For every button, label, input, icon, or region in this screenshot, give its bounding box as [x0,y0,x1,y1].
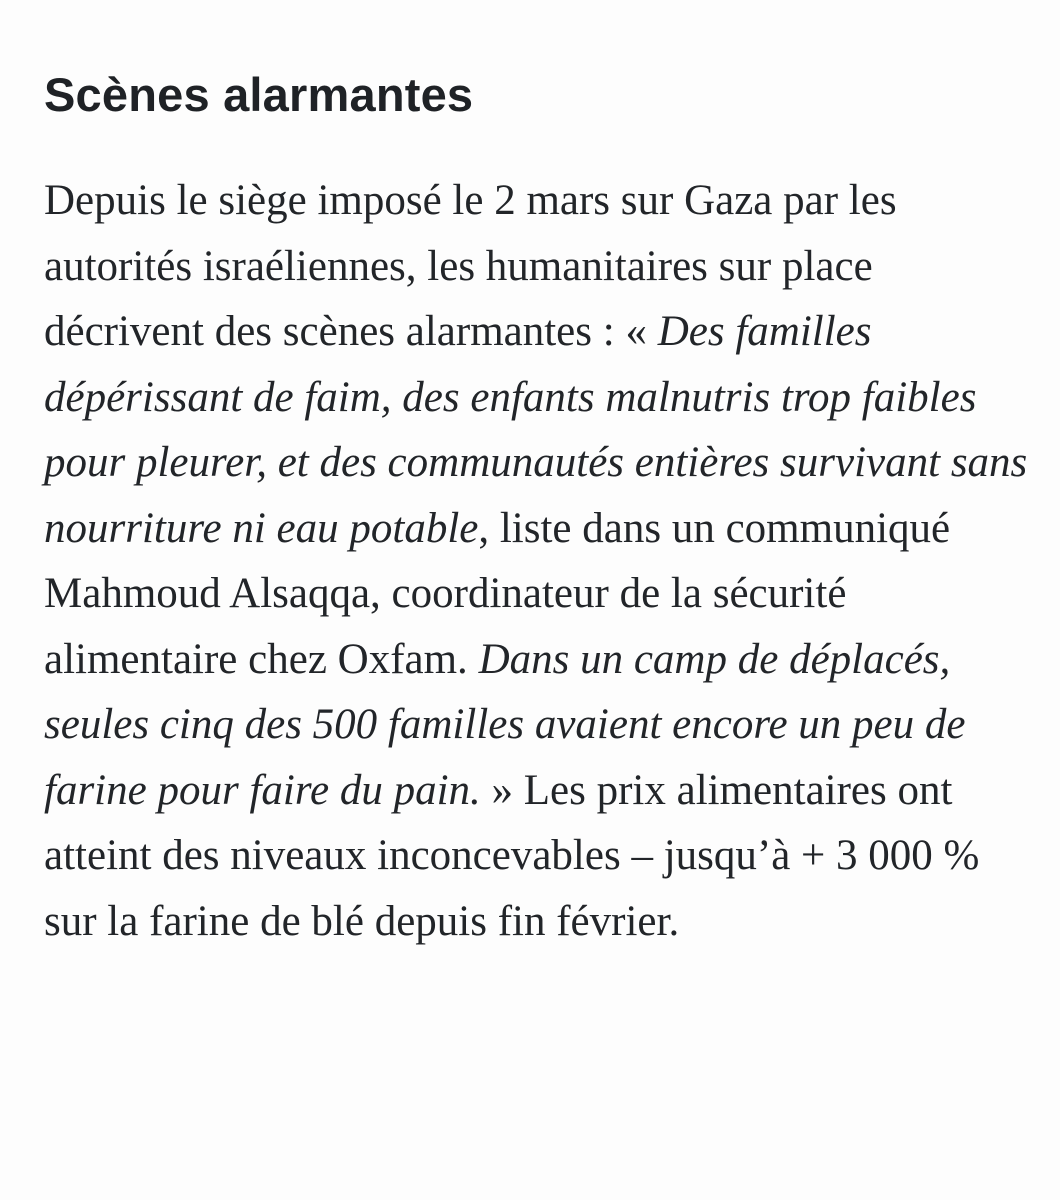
quote-text-1: Des familles dépérissant de faim, des enfants malnutris trop faibles pour pleurer, et des communautés entières survivant sans nourriture ni eau potable [44,308,1028,552]
section-heading: Scènes alarmantes [44,68,474,121]
paragraph-text-1: Depuis le siège imposé le 2 mars sur Gaza par les autorités israéliennes, les humanitaires sur place décrivent des scènes alarmantes : « [44,177,897,355]
quote-text-2: Dans un camp de déplacés, seules cinq des 500 familles avaient encore un peu de farine pour faire du pain. [44,635,966,814]
paragraph-text-3: » Les prix alimentaires ont atteint des niveaux inconcevables – jusqu’à + 3 000 % sur la farine de blé depuis fin février. [44,766,980,945]
article-paragraph [44,168,1030,954]
paragraph-text-2: , liste dans un communiqué Mahmoud Alsaqqa, coordinateur de la sécurité alimentaire chez Oxfam. [44,504,951,683]
